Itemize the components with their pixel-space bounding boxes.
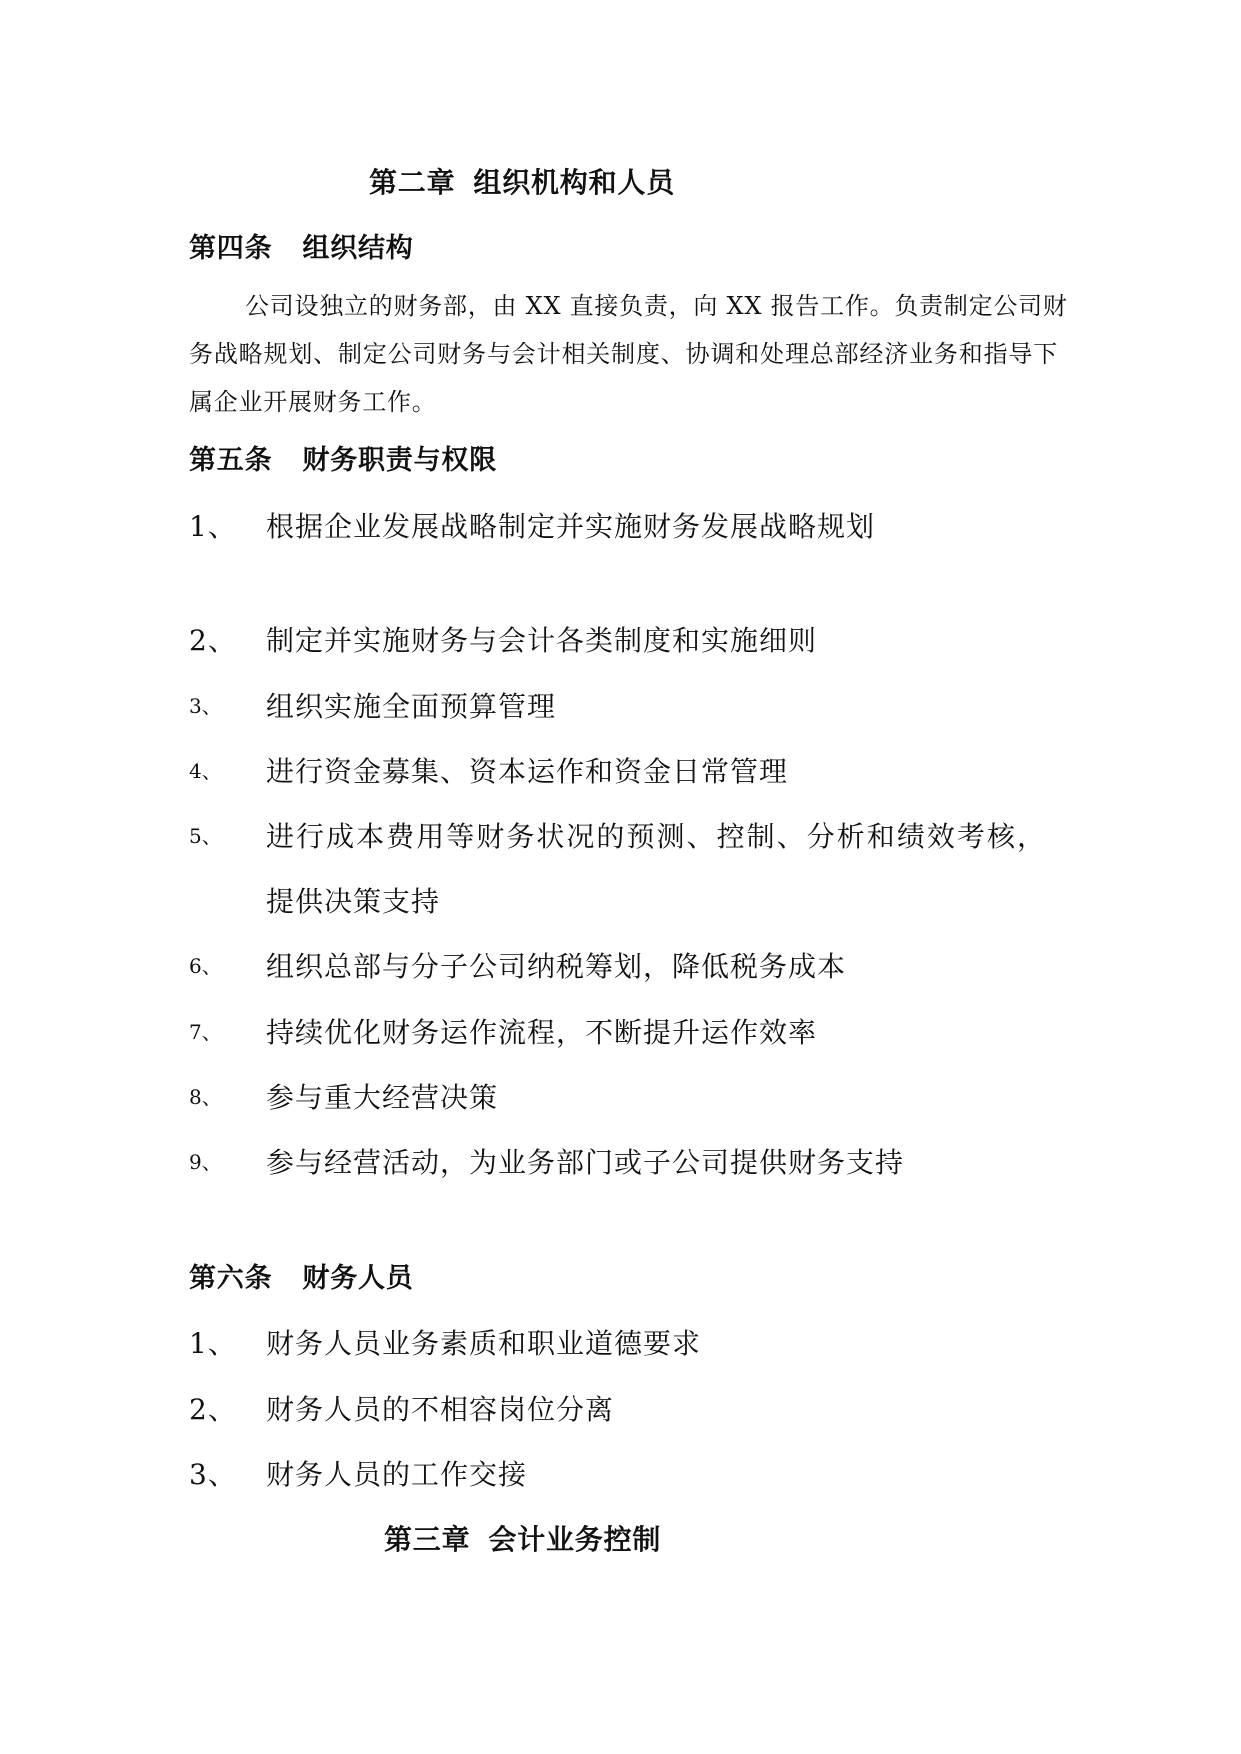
item-number: 7、 [189, 1020, 222, 1044]
item-text: 财务人员的工作交接 [266, 1458, 528, 1491]
item-text: 组织总部与分子公司纳税筹划，降低税务成本 [266, 950, 847, 983]
item-number: 3、 [189, 694, 222, 718]
chapter-heading [384, 1525, 661, 1555]
list-item [189, 804, 1049, 934]
article-label: 第五条 [189, 445, 273, 476]
item-text: 进行资金募集、资本运作和资金日常管理 [266, 755, 789, 788]
chapter-label: 第三章 [384, 1523, 471, 1556]
chapter-title: 会计业务控制 [488, 1523, 662, 1556]
item-text: 参与重大经营决策 [266, 1081, 499, 1114]
item-number: 3、 [189, 1458, 237, 1491]
article-title: 组织结构 [302, 233, 414, 264]
item-text: 参与经营活动，为业务部门或子公司提供财务支持 [266, 1146, 905, 1179]
item-text: 根据企业发展战略制定并实施财务发展战略规划 [266, 510, 876, 543]
article-heading [189, 447, 497, 475]
article-heading [189, 235, 414, 263]
item-text: 制定并实施财务与会计各类制度和实施细则 [266, 624, 818, 657]
item-text: 组织实施全面预算管理 [266, 690, 557, 723]
item-number: 6、 [189, 954, 222, 978]
item-text: 进行成本费用等财务状况的预测、控制、分析和绩效考核，提供决策支持 [266, 820, 1046, 918]
item-number: 8、 [189, 1085, 222, 1109]
article-label: 第四条 [189, 233, 273, 264]
chapter-heading [369, 168, 675, 198]
item-number: 9、 [189, 1150, 222, 1174]
paragraph-line: 公司设独立的财务部，由 XX 直接负责，向 XX 报告工作。负责制定公司财 [245, 292, 1068, 320]
item-number: 1、 [189, 1327, 237, 1360]
item-number: 2、 [189, 624, 237, 657]
paragraph-line: 务战略规划、制定公司财务与会计相关制度、协调和处理总部经济业务和指导下 [189, 340, 1058, 368]
item-number: 1、 [189, 510, 237, 543]
article-heading [189, 1265, 414, 1293]
item-number: 2、 [189, 1393, 237, 1426]
item-number: 4、 [189, 759, 222, 783]
item-number: 5、 [189, 824, 222, 848]
item-text: 财务人员的不相容岗位分离 [266, 1393, 615, 1426]
article-title: 财务人员 [302, 1263, 414, 1294]
paragraph-line: 属企业开展财务工作。 [189, 388, 437, 416]
chapter-label: 第二章 [369, 166, 456, 199]
list-item [189, 494, 1049, 624]
item-text: 财务人员业务素质和职业道德要求 [266, 1327, 702, 1360]
article-label: 第六条 [189, 1263, 273, 1294]
list-item [189, 1130, 1049, 1260]
chapter-title: 组织机构和人员 [473, 166, 676, 199]
item-text: 持续优化财务运作流程，不断提升运作效率 [266, 1016, 818, 1049]
article-title: 财务职责与权限 [302, 445, 498, 476]
